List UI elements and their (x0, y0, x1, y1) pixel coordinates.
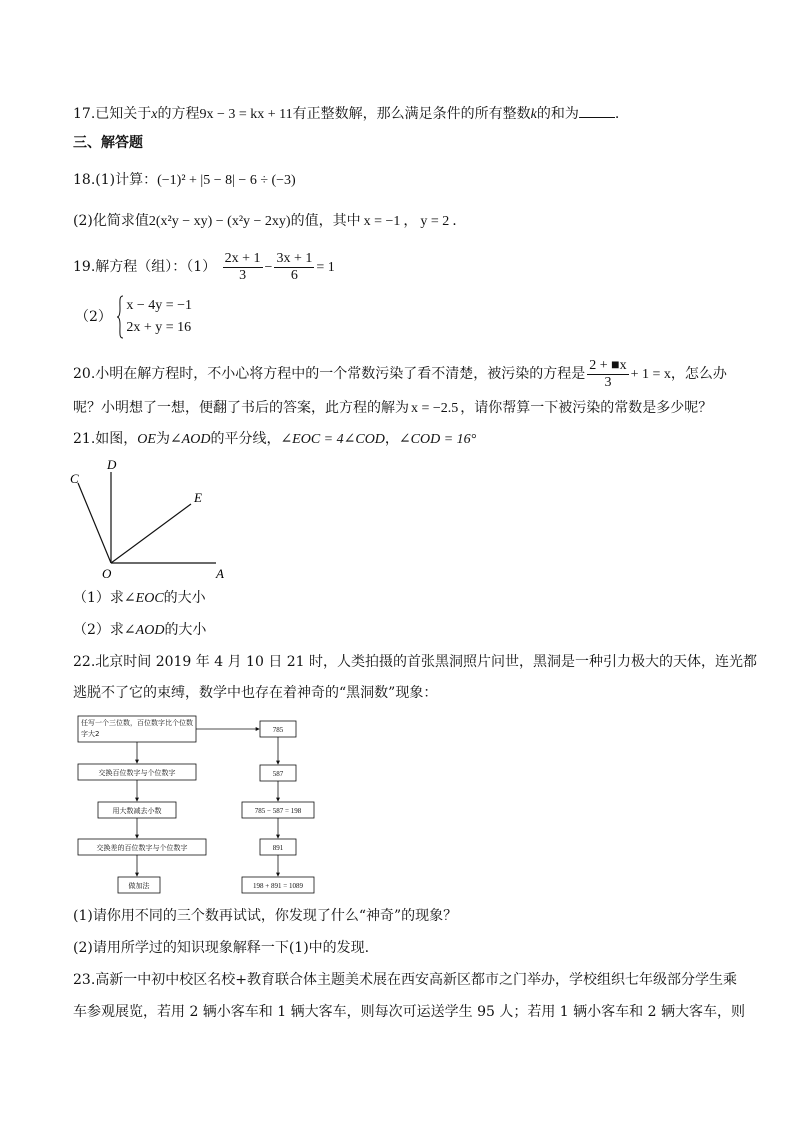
equation-system (116, 295, 192, 339)
fraction-denominator: 3 (604, 374, 612, 390)
label-o: O (102, 566, 112, 581)
q21-text: 21.如图， (73, 431, 138, 447)
q20-line1 (73, 356, 727, 393)
fraction-denominator: 6 (290, 267, 298, 283)
q18-part2-label: (2)化简求值 (73, 213, 149, 229)
q23-line2 (73, 1002, 745, 1022)
flow-step-3: 用大数减去小数 (112, 807, 162, 815)
flow-result-2: 587 (272, 770, 284, 778)
q21-sub-text: （1）求 (73, 590, 124, 606)
label-a: A (216, 566, 224, 581)
q22-line2 (73, 683, 437, 703)
ray-oc (78, 483, 111, 563)
q21-condition-2: ∠COD = 16° (398, 432, 477, 447)
q17-line (73, 103, 619, 125)
q17-text: 有正整数解，那么满足条件的所有整数 (292, 106, 531, 122)
ray-oe (111, 504, 191, 563)
q22-text: 22.北京时间 2019 年 4 月 10 日 21 时，人类拍摄的首张黑洞照片问世，黑洞是一种引力极大的天体，连光都 (73, 654, 758, 670)
q22-sub-text: (2)请用所学过的知识现象解释一下(1)中的发现. (73, 940, 370, 956)
q22-sub-text: (1)请你用不同的三个数再试试，你发现了什么“神奇”的现象？ (73, 908, 458, 924)
fraction-numerator: 3x + 1 (276, 250, 313, 266)
flow-result-5: 198 + 891 = 1089 (253, 882, 303, 890)
q19-rhs: = 1 (316, 260, 335, 275)
flow-step-1: 任写一个三位数，百位数字比个位数字大2 (81, 719, 193, 738)
angle-aod: ∠AOD (169, 432, 211, 447)
black-hole-number-flowchart (72, 714, 332, 898)
q18-expression: (−1)² + |5 − 8| − 6 ÷ (−3) (157, 173, 296, 188)
q19-label: 19.解方程（组）：（1） (73, 259, 217, 275)
fraction-numerator: 2 + ■x (589, 357, 627, 373)
minus-sign: − (264, 260, 273, 275)
q18-part1 (73, 170, 296, 191)
angle-eoc: ∠EOC (123, 591, 164, 606)
q22-line1 (73, 652, 757, 672)
q17-text: 17.已知关于 (73, 106, 152, 122)
q23-text: 车参观展览，若用 2 辆小客车和 1 辆大客车，则每次可运送学生 95 人；若用 1 辆小客车和 2 辆大客车，则 (73, 1004, 745, 1020)
q21-sub-text: 的大小 (164, 622, 207, 638)
q21-text: 为 (155, 431, 170, 447)
q21-line (73, 429, 476, 450)
left-brace-icon (116, 295, 124, 339)
q20-text: ，怎么办 (670, 366, 727, 382)
q17-text: 的方程 (157, 106, 200, 122)
q17-var-x: x (151, 107, 158, 122)
label-d: D (107, 457, 117, 472)
q20-solution: x = −2.5 (411, 401, 459, 416)
q18-condition-y: y = 2 (420, 214, 450, 229)
answer-blank (579, 103, 615, 118)
fraction-numerator: 2x + 1 (224, 250, 261, 266)
q19-part1 (73, 248, 335, 287)
q21-sub-text: 的大小 (163, 590, 206, 606)
section-title (73, 133, 143, 153)
q19-part2 (75, 295, 192, 339)
q18-period: . (452, 213, 457, 229)
q21-text: 的平分线， (210, 431, 281, 447)
q18-condition-x: x = −1 (363, 214, 401, 229)
system-equation-2: 2x + y = 16 (126, 320, 192, 335)
label-e: E (194, 490, 202, 505)
q20-fraction (587, 358, 628, 391)
q20-text: ，请你帮算一下被污染的常数是多少呢？ (460, 400, 713, 416)
flow-step-5: 做加法 (128, 882, 150, 890)
q18-part2-expression: 2(x²y − xy) − (x²y − 2xy) (148, 214, 291, 229)
flow-result-4: 891 (272, 844, 284, 852)
q21-sub-text: （2）求 (73, 622, 124, 638)
q19-part2-label: （2） (75, 309, 112, 325)
label-c: C (70, 471, 79, 486)
q18-part2 (73, 211, 457, 232)
flow-result-1: 785 (272, 726, 284, 734)
q18-separator: ， (403, 213, 418, 229)
q17-equation: 9x − 3 = kx + 11 (199, 107, 293, 122)
q21-separator: ， (384, 431, 399, 447)
q17-var-k: k (530, 107, 537, 122)
q22-sub2 (73, 938, 369, 958)
q17-period: . (614, 106, 620, 122)
q20-text: 呢？小明想了一想，便翻了书后的答案，此方程的解为 (73, 400, 409, 416)
system-equation-1: x − 4y = −1 (126, 298, 193, 313)
section-title-text: 三、解答题 (73, 135, 143, 151)
ray-oe: OE (137, 432, 156, 447)
fraction-denominator: 3 (239, 267, 247, 283)
q20-equation-tail: + 1 = x (630, 367, 671, 382)
angle-figure (66, 456, 236, 582)
q20-text: 20.小明在解方程时，不小心将方程中的一个常数污染了看不清楚，被污染的方程是 (73, 366, 586, 382)
q22-text: 逃脱不了它的束缚，数学中也存在着神奇的“黑洞数”现象： (73, 685, 438, 701)
q20-line2 (73, 398, 712, 419)
q22-sub1 (73, 906, 457, 926)
q19-fraction-1 (223, 251, 263, 284)
flow-result-3: 785 − 587 = 198 (254, 807, 302, 815)
q21-sub2 (73, 620, 206, 641)
q23-text: 23.高新一中初中校区名校+教育联合体主题美术展在西安高新区都市之门举办，学校组织七年级部分学生乘 (73, 972, 737, 988)
q17-text: 的和为 (536, 106, 579, 122)
q18-label: 18.(1)计算： (73, 172, 158, 188)
q19-fraction-2 (274, 251, 314, 284)
angle-aod: ∠AOD (123, 623, 165, 638)
q21-condition-1: ∠EOC = 4∠COD (280, 432, 385, 447)
flow-step-2: 交换百位数字与个位数字 (98, 769, 176, 777)
flow-step-4: 交换差的百位数字与个位数字 (96, 844, 188, 852)
q23-line1 (73, 970, 737, 990)
q18-part2-text: 的值，其中 (290, 213, 361, 229)
q21-sub1 (73, 588, 206, 609)
